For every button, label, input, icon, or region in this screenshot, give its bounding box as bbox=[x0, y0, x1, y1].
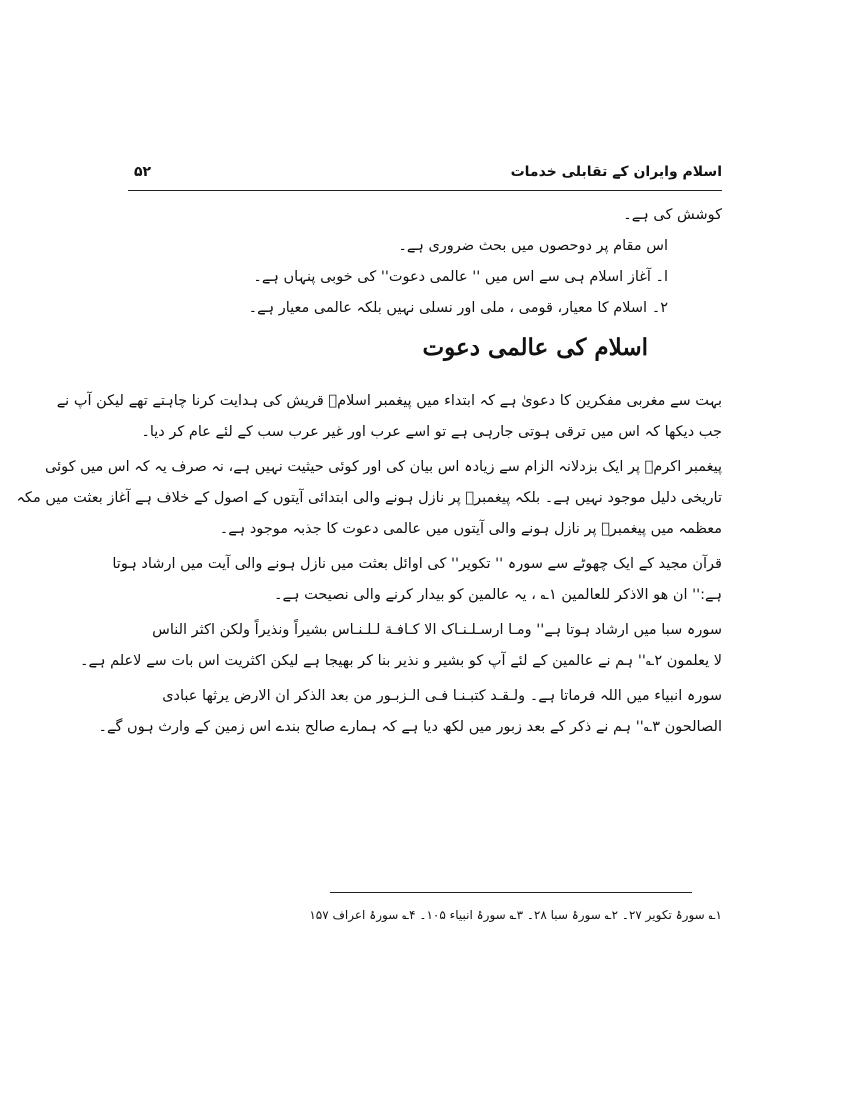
paragraph-line: معظمہ میں پیغمبرؐ پر نازل ہونے والی آیتوں میں عالمی دعوت کا جذبہ موجود ہے۔ bbox=[219, 521, 722, 537]
page-body bbox=[16, 200, 722, 743]
paragraph-line: پیغمبر اکرمؐ پر ایک بزدلانہ الزام سے زیادہ اس بیان کی اور کوئی حیثیت نہیں ہے، نہ صرف یہ کہ اس میں کوئی bbox=[45, 459, 722, 475]
footnotes: ۱؎ سورۂ تکویر ۲۷۔ ۲؎ سورۂ سبا ۲۸۔ ۳؎ سورۂ انبیاء ۱۰۵۔ ۴؎ سورۂ اعراف ۱۵۷ bbox=[309, 908, 722, 922]
section-heading: اسلام کی عالمی دعوت bbox=[422, 334, 648, 361]
text-line: اس مقام پر دوحصوں میں بحث ضروری ہے۔ bbox=[398, 238, 668, 254]
paragraph-line: تاریخی دلیل موجود نہیں ہے۔ بلکہ پیغمبرؐ پر نازل ہونے والی ابتدائی آیتوں کے اصول کے خلاف ہے آغاز بعثت میں مکہ bbox=[16, 490, 722, 506]
page-number: ۵۲ bbox=[134, 164, 152, 180]
paragraph-line: سورہ انبیاء میں اللہ فرماتا ہے۔ ولـقـد کتبـنـا فـی الـزبـور من بعد الذکر ان الارض یرثھا عبادی bbox=[162, 688, 722, 704]
paragraph-line: الصالحون ۳؎'' ہم نے ذکر کے بعد زبور میں لکھ دیا ہے کہ ہمارے صالح بندے اس زمین کے وارث ہوں گے۔ bbox=[98, 719, 722, 735]
text-line: کوشش کی ہے۔ bbox=[623, 207, 722, 223]
list-item-2: ۲۔ اسلام کا معیار، قومی ، ملی اور نسلی نہیں بلکہ عالمی معیار ہے۔ bbox=[248, 300, 668, 316]
paragraph-line: بہت سے مغربی مفکرین کا دعویٰ ہے کہ ابتداء میں پیغمبر اسلامؐ قریش کی ہدایت کرنا چاہتے تھے لیکن آپ نے bbox=[56, 393, 722, 409]
paragraph-line: سورہ سبا میں ارشاد ہوتا ہے'' ومـا ارسـلـنـاک الا کـافـة لـلـنـاس بشیراً ونذیراً ولکن اکثر الناس bbox=[152, 622, 722, 638]
footnote-divider bbox=[330, 892, 692, 893]
page-header bbox=[128, 160, 722, 192]
paragraph-line: قرآن مجید کے ایک چھوٹے سے سورہ '' تکویر'' کی اوائل بعثت میں نازل ہونے والی آیت میں ارشاد ہوتا bbox=[112, 556, 722, 572]
list-item-1: ا۔ آغاز اسلام ہی سے اس میں '' عالمی دعوت'' کی خوبی پنہاں ہے۔ bbox=[253, 269, 668, 285]
paragraph-line: ہے:'' ان ھو الاذکر للعالمین ۱؎ ، یہ عالمین کو بیدار کرنے والی نصیحت ہے۔ bbox=[274, 587, 722, 603]
header-rule bbox=[128, 190, 722, 191]
running-title: اسلام وایران کے تقابلی خدمات bbox=[510, 164, 722, 180]
paragraph-line: لا یعلمون ۲؎'' ہم نے عالمین کے لئے آپ کو بشیر و نذیر بنا کر بھیجا ہے لیکن اکثریت اس بات سے لاعلم ہے۔ bbox=[79, 653, 722, 669]
paragraph-line: جب دیکھا کہ اس میں ترقی ہوتی جارہی ہے تو اسے عرب اور غیر عرب سب کے لئے عام کر دیا۔ bbox=[141, 424, 722, 440]
